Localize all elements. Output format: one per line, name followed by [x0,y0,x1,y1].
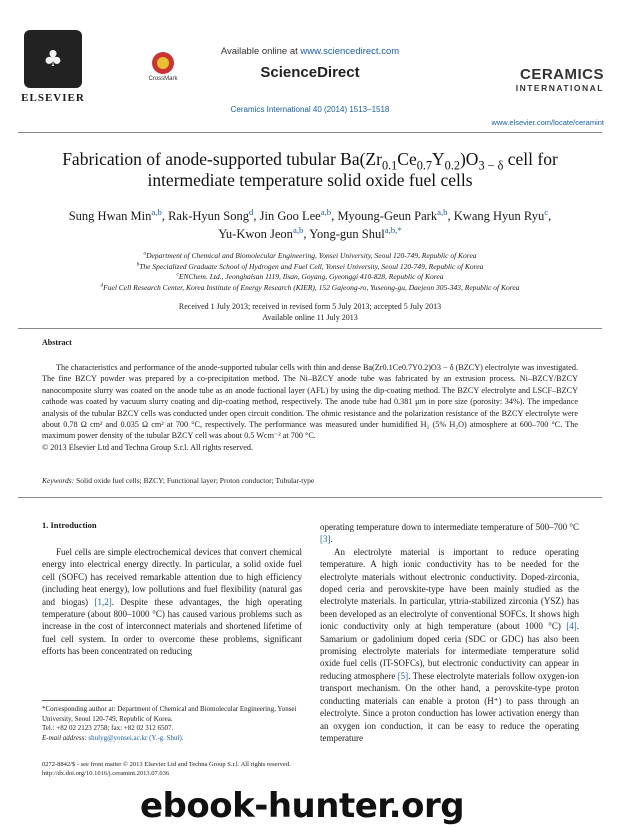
journal-citation[interactable]: Ceramics International 40 (2014) 1513–1518 [230,105,390,114]
affiliation-text: ENChem. Ltd., Jeonghalsan 1119, Ilsan, Goyang, Gyeonggi 410-828, Republic of Korea [178,272,444,281]
affiliation [20,272,600,283]
doi-link[interactable]: http://dx.doi.org/10.1016/j.ceramint.2013.07.036 [42,770,170,777]
author-sup: a,b [292,224,304,235]
affiliation [20,262,600,273]
journal-logo[interactable] [478,66,604,93]
platform-name: ScienceDirect [260,64,360,81]
affiliation-sup: c [176,271,179,278]
affiliation-text: Department of Chemical and Biomolecular Engineering, Yonsei University, Seoul 120-749, Republic of Korea [146,251,477,260]
intro-text: . These electrolyte materials follow oxygen-ion transport mechanism. On the other hand, a perovskite-type proton conducting materials can enable a proton (H⁺) to pass through an electrolyte. Since a proton conduction has lower activation energy than an oxygen ion conduction, it can be easy to reduce the operating temperature [320,670,579,743]
contact-email [42,734,307,744]
author-name: Jin Goo Lee [259,209,321,223]
author-sup: a,b,* [384,224,402,235]
title-sub: 0.2 [444,158,460,173]
crossmark-label: CrossMark [148,76,178,82]
author-name: Sung Hwan Min [68,209,152,223]
author-name: Myoung-Geun Park [337,209,438,223]
affiliations [20,251,600,293]
author-sup: a,b [437,206,448,217]
title-line2: intermediate temperature solid oxide fuel cells [147,170,473,190]
journal-logo-line2: INTERNATIONAL [515,83,604,93]
affiliation-sup: b [136,261,140,267]
article-dates [20,301,600,323]
author[interactable] [259,206,332,223]
author-sup: c [544,206,549,217]
title-sub: 0.1 [381,158,398,173]
footnote [42,705,307,743]
affiliation-text: Fuel Cell Research Center, Korea Institute of Energy Research (KIER), 152 Gajeong-ro, Yuseong-gu, Daejeon 305-343, Republic of Korea [103,282,520,292]
abstract-body [42,362,578,453]
paper-title [30,149,590,191]
header-divider [18,132,602,133]
watermark: ebook-hunter.org [140,786,465,826]
intro-text: An electrolyte material is important to reduce operating temperature. A high ionic conductivity has to be needed for the electrolyte materials without electronic conductivity. Doped-zirconia, doped ceria and perovskite-type have been mainly studied as the electrolyte materials. In particular, yttria-stabilized zirconia (YSZ) has been developed as an electrolyte of conventional SOFCs. It shows high ionic conductivity only at high temperature (about 1000 °C) [320,546,579,632]
affiliation [20,251,600,262]
corresponding-author: *Corresponding author at: Department of Chemical and Biomolecular Engineering, Yonsei University, Seoul 120-749, Republic of Korea. [42,705,297,723]
author-sup: a,b [151,206,162,217]
email-link[interactable]: shulyg@yonsei.ac.kr (Y.-g. Shul). [88,733,184,742]
abstract-copyright: © 2013 Elsevier Ltd and Techna Group S.r.l. All rights reserved. [42,442,254,452]
title-part: Ce [397,149,417,169]
intro-heading: 1. Introduction [42,520,97,530]
abstract-bottom-divider [18,497,602,498]
online-date: Available online 11 July 2013 [262,313,358,322]
intro-text: Fuel cells are simple electrochemical devices that convert chemical energy into electrical energy directly. In particular, a solid oxide fuel cell (SOFC) has received remarkable attention due to high efficiency (including heat energy), low pollutions and fuel flexibility (natural gas and biogas) [42,547,302,607]
author[interactable] [68,206,162,223]
author[interactable] [218,224,304,241]
received-dates: Received 1 July 2013; received in revised form 5 July 2013; accepted 5 July 2013 [178,302,442,311]
doi-block [42,760,462,778]
intro-text: operating temperature down to intermediate temperature of 500–700 °C [320,522,579,532]
title-part: cell for [503,149,558,169]
citation-link[interactable]: [5] [397,670,409,681]
citation-link[interactable]: [3] [320,534,331,545]
available-prefix: Available online at [220,46,301,57]
right-column [320,521,579,744]
title-part: )O [459,149,479,169]
author-name: Rak-Hyun Song [168,209,249,223]
journal-url[interactable]: www.elsevier.com/locate/ceramint [491,118,604,127]
citation-link[interactable]: [4] [566,621,577,632]
front-matter: 0272-8842/$ - see front matter © 2013 Elsevier Ltd and Techna Group S.r.l. All rights reserved. [42,761,291,768]
contact-phone: Tel.: +82 02 2123 2758; fax: +82 02 312 6507. [42,724,174,732]
intro-paragraph [42,546,302,658]
author[interactable] [168,206,254,223]
intro-text: . [330,534,333,545]
keywords-label: Keywords: [42,476,75,485]
author-sup: a,b [320,206,332,217]
author-sup: d [249,206,254,217]
journal-logo-line1: CERAMICS [519,66,604,83]
author-name: Yu-Kwon Jeon [218,227,293,241]
footnote-divider [42,700,112,701]
title-part: Y [432,149,445,169]
abstract-top-divider [18,328,602,329]
intro-paragraph [320,521,579,546]
affiliation-sup: a [143,250,147,257]
affiliation-text: The Specialized Graduate School of Hydrogen and Fuel Cell, Yonsei University, Seoul 120-749, Republic of Korea [139,261,484,271]
author-list: Sung Hwan Min$^{a,b}$, Rak-Hyun Song$^d$, Jin Goo Lee$^{a,b}$, Myoung-Geun Park$^{a,b}$, Kwang Hyun Ryu$^c$, Yu-Kwon Jeon$^{a,b}$, Yong-gun Shul$^{a,b,*}$ [68,206,552,241]
intro-paragraph [320,546,579,745]
abstract-heading: Abstract [42,338,72,347]
author[interactable] [309,224,402,241]
abstract-text: The characteristics and performance of the anode-supported tubular cells with thin and dense Ba(Zr0.1Ce0.7Y0.2)O3 − δ (BZCY) electrolyte was investigated. The fine BZCY powder was prepared by a co-precipitation method. The Ni–BZCY anode tube was fabricated by an extrusion process. Ni–BZCY/BZCY nanocomposite slurry was coated on the anode tube as an anode fuctional layer (AFL) by using the dip-coating method. The BZCY electrolyte and LSCF–BZCY cathode was coated by vacuum slurry coating and dip-coating method, respectively. The anode tube had 0.381 μm in pore size (porosity: 34%). The impedance analysis of the tubular BZCY cells was conducted under open circuit condition. The ohmic resistance and the polarization resistance of the BZCY electrolyte were about 0.78 Ω cm² and 0.035 Ω cm² at 700 °C, respectively. The performance was measured under humidified H₂ (5% H₂O) atmosphere at 600–700 °C. The maximum power density of the tubular BZCY cell was about 0.5 Wcm⁻² at 700 °C. [42,363,578,441]
author[interactable] [453,206,549,223]
publisher-name: ELSEVIER [21,92,85,104]
title-sub: 0.7 [416,158,433,173]
intro-text: . Samarium or gadolinium doped ceria (SDC or GDC) has also been promising electrolyte materials for intermediate temperature solid oxide fuel cells (IT-SOFCs), but electronic conductivity can appear in reducing atmosphere [320,621,579,681]
author-name: Yong-gun Shul [309,227,385,241]
affiliation-sup: d [100,282,104,288]
tree-icon: ♣ [24,30,82,88]
intro-text: . Despite these advantages, the high operating temperature (about 800–1000 °C) has caused various problems such as increase in the cost of interconnect materials and shortened lifetime of fuel cell system. In order to overcome these problems, significant efforts has been concentrated on reducing [42,596,302,657]
author[interactable] [337,206,448,223]
available-online [0,46,620,57]
author-name: Kwang Hyun Ryu [453,209,545,223]
email-label: E-mail address: [42,733,89,742]
keywords [42,476,578,485]
citation-link[interactable]: [1,2] [94,596,112,607]
title-part: Fabrication of anode-supported tubular Ba(Zr [62,149,382,169]
left-column [42,546,302,658]
sciencedirect-link[interactable]: www.sciencedirect.com [300,46,400,57]
title-sub: 3 − δ [478,158,504,173]
keywords-text: Solid oxide fuel cells; BZCY; Functional layer; Proton conductor; Tubular-type [74,476,315,485]
affiliation [20,283,600,294]
